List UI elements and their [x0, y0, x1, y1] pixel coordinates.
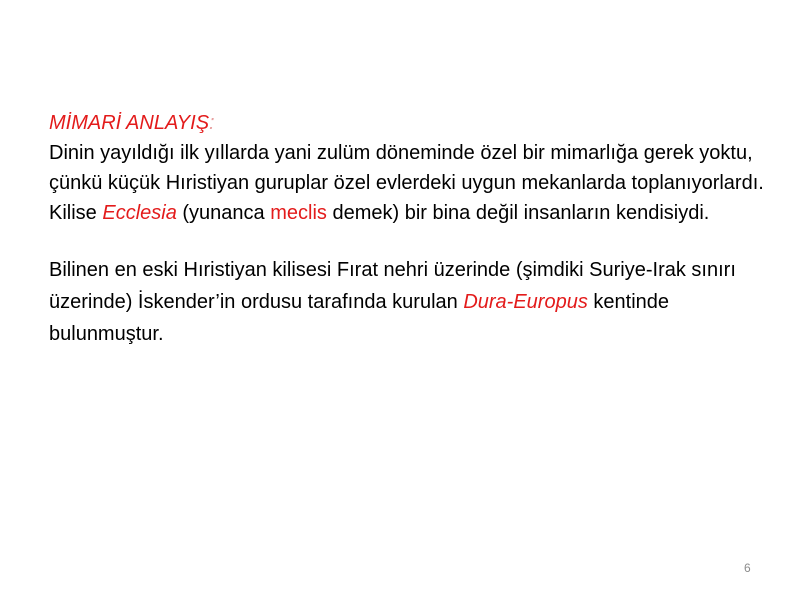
- paragraph1-text-a: Dinin yayıldığı ilk yıllarda yani zulüm döneminde özel bir mimarlığa gerek yoktu, çünkü küçük Hıristiyan guruplar özel evlerdeki uygun mekanlarda toplanıyorlardı. Kilise: [49, 142, 764, 224]
- paragraph-oldest-church: [49, 254, 764, 350]
- paragraph2-text-a: Bilinen en eski Hıristiyan kilisesi Fırat nehri üzerinde (şimdiki Suriye-Irak sınırı üzerinde) İskender’in ordusu tarafında kurulan: [49, 259, 736, 313]
- term-meclis: meclis: [270, 202, 327, 224]
- paragraph-early-architecture: [49, 138, 764, 228]
- page-number: 6: [744, 561, 751, 575]
- paragraph2-text-b: kentinde bulunmuştur.: [49, 291, 670, 345]
- paragraph1-text-b: (yunanca: [176, 202, 271, 224]
- slide-content: [49, 108, 764, 350]
- slide-heading: [49, 108, 764, 138]
- term-ecclesia: Ecclesia: [102, 202, 177, 224]
- term-dura-europus: Dura-Europus: [463, 291, 588, 313]
- heading-colon: :: [209, 112, 215, 134]
- paragraph1-text-c: demek) bir bina değil insanların kendisiydi.: [326, 202, 710, 224]
- heading-text: MİMARİ ANLAYIŞ: [49, 112, 210, 134]
